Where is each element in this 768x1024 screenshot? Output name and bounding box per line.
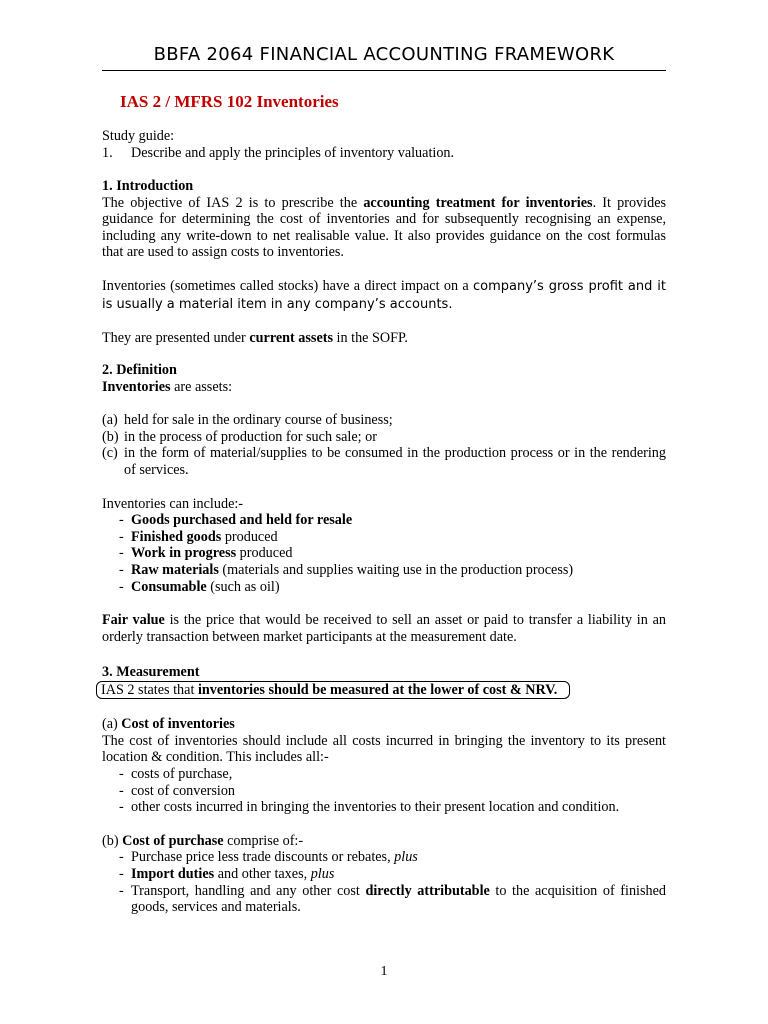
bold-run: Raw materials (131, 561, 219, 578)
list-item (102, 529, 666, 546)
text-run: to the acquisition of finished goods, services and materials. (131, 882, 666, 916)
study-guide-item-number: 1. (102, 144, 113, 161)
list-item (102, 799, 666, 816)
list-item (102, 579, 666, 596)
dash-bullet: - (119, 545, 124, 562)
list-item (102, 512, 666, 529)
dash-bullet: - (119, 865, 124, 882)
bold-run: Work in progress (131, 545, 237, 562)
text-run: produced (236, 545, 293, 562)
list-text: costs of purchase, (131, 765, 233, 782)
text-run: They are presented under (102, 330, 250, 347)
study-guide-item (102, 145, 666, 162)
definition-list (102, 412, 666, 478)
dash-bullet: - (119, 512, 124, 529)
bold-run: Inventories (102, 378, 171, 395)
list-item (102, 429, 666, 446)
list-item (102, 849, 666, 866)
dash-bullet: - (119, 528, 124, 545)
text-run: Transport, handling and any other cost (131, 882, 366, 899)
cost-heading (102, 716, 666, 733)
bold-run: directly attributable (365, 882, 490, 899)
section-heading: 1. Introduction (102, 178, 194, 194)
text-run: (materials and supplies waiting use in the production process) (218, 561, 574, 578)
section-definition (102, 362, 666, 645)
italic-run: plus (310, 865, 335, 882)
section-introduction (102, 178, 666, 347)
section-heading: 3. Measurement (102, 664, 200, 680)
list-item (102, 445, 666, 478)
list-label: (b) (102, 428, 119, 445)
list-text: held for sale in the ordinary course of business; (124, 412, 393, 429)
italic-run: plus (394, 849, 418, 866)
bold-run: inventories should be measured at the lower of cost & NRV. (197, 681, 558, 698)
list-label: (c) (102, 445, 118, 462)
list-item (102, 766, 666, 783)
text-run: in the SOFP. (333, 330, 408, 347)
bold-run: Cost of inventories (121, 716, 235, 733)
bold-run: Goods purchased and held for resale (131, 512, 353, 529)
study-guide-label: Study guide: (102, 128, 175, 144)
sans-run: . (448, 296, 453, 312)
document-title: IAS 2 / MFRS 102 Inventories (120, 92, 339, 111)
text-run: produced (221, 528, 278, 545)
bold-run: Consumable (131, 578, 207, 595)
study-guide-item-text: Describe and apply the principles of inventory valuation. (131, 144, 455, 161)
bold-run: Fair value (102, 612, 165, 629)
bold-run: Cost of purchase (122, 832, 224, 849)
list-item (102, 412, 666, 429)
text-run: Purchase price less trade discounts or rebates, (131, 849, 395, 866)
bold-run: current assets (249, 330, 333, 347)
list-item (102, 562, 666, 579)
text-run: (such as oil) (206, 578, 280, 595)
list-label: (a) (102, 412, 118, 429)
dash-bullet: - (119, 578, 124, 595)
list-text: in the form of material/supplies to be consumed in the production process or in the rendering of services. (124, 445, 666, 478)
cost-list (102, 766, 666, 816)
text-run: (a) (102, 716, 122, 733)
bold-run: Finished goods (131, 528, 222, 545)
study-guide (102, 128, 666, 161)
dash-bullet: - (119, 782, 124, 799)
list-item (102, 545, 666, 562)
page-number: 1 (380, 964, 388, 979)
text-run: is the price that would be received to sell an asset or paid to transfer a liability in an orderly transaction between market participants at the measurement date. (102, 612, 667, 645)
list-item (102, 883, 666, 916)
list-item (102, 783, 666, 800)
section-heading: 2. Definition (102, 362, 177, 378)
dash-bullet: - (119, 561, 124, 578)
bold-run: Import duties (131, 865, 215, 882)
list-text: other costs incurred in bringing the inventories to their present location and condition. (131, 799, 620, 816)
intro-paragraph-2 (102, 278, 666, 313)
dash-bullet: - (119, 849, 124, 866)
text-run: . It provides guidance for determining the cost of inventories and for subsequently recognising an expense, including any write-down to net realisable value. It also provides guidance on the cost formulas that are used to assign costs to inventories. (102, 194, 667, 261)
list-text: cost of conversion (131, 782, 236, 799)
dash-bullet: - (119, 765, 124, 782)
intro-paragraph-3 (102, 330, 666, 347)
purchase-list (102, 849, 666, 915)
running-header: BBFA 2064 FINANCIAL ACCOUNTING FRAMEWORK (153, 44, 615, 65)
cost-paragraph: The cost of inventories should include all costs incurred in bringing the inventory to its present location & condition. This includes all:- (102, 732, 666, 766)
list-text: in the process of production for such sale; or (124, 428, 377, 445)
sans-run: company’s gross profit and it is usually a material item in any company’s accounts (102, 278, 666, 312)
purchase-heading (102, 833, 666, 850)
boxed-statement (102, 681, 666, 700)
dash-bullet: - (119, 799, 124, 816)
text-run: comprise of:- (223, 832, 304, 849)
text-run: (b) (102, 832, 123, 849)
text-run: IAS 2 states that (101, 681, 198, 698)
include-list (102, 512, 666, 595)
header-rule (102, 70, 666, 71)
text-run: and other taxes, (214, 865, 311, 882)
text-run: are assets: (170, 378, 233, 395)
section-measurement (102, 664, 666, 916)
fair-value-paragraph (102, 612, 666, 645)
intro-paragraph-1 (102, 195, 666, 261)
dash-bullet: - (119, 882, 124, 899)
list-item (102, 866, 666, 883)
include-lead: Inventories can include:- (102, 495, 244, 512)
highlight-box (96, 681, 570, 700)
text-run: The objective of IAS 2 is to prescribe the (102, 194, 364, 211)
bold-run: accounting treatment for inventories (363, 194, 593, 211)
definition-lead (102, 379, 666, 396)
text-run: Inventories (sometimes called stocks) have a direct impact on a (102, 277, 473, 294)
